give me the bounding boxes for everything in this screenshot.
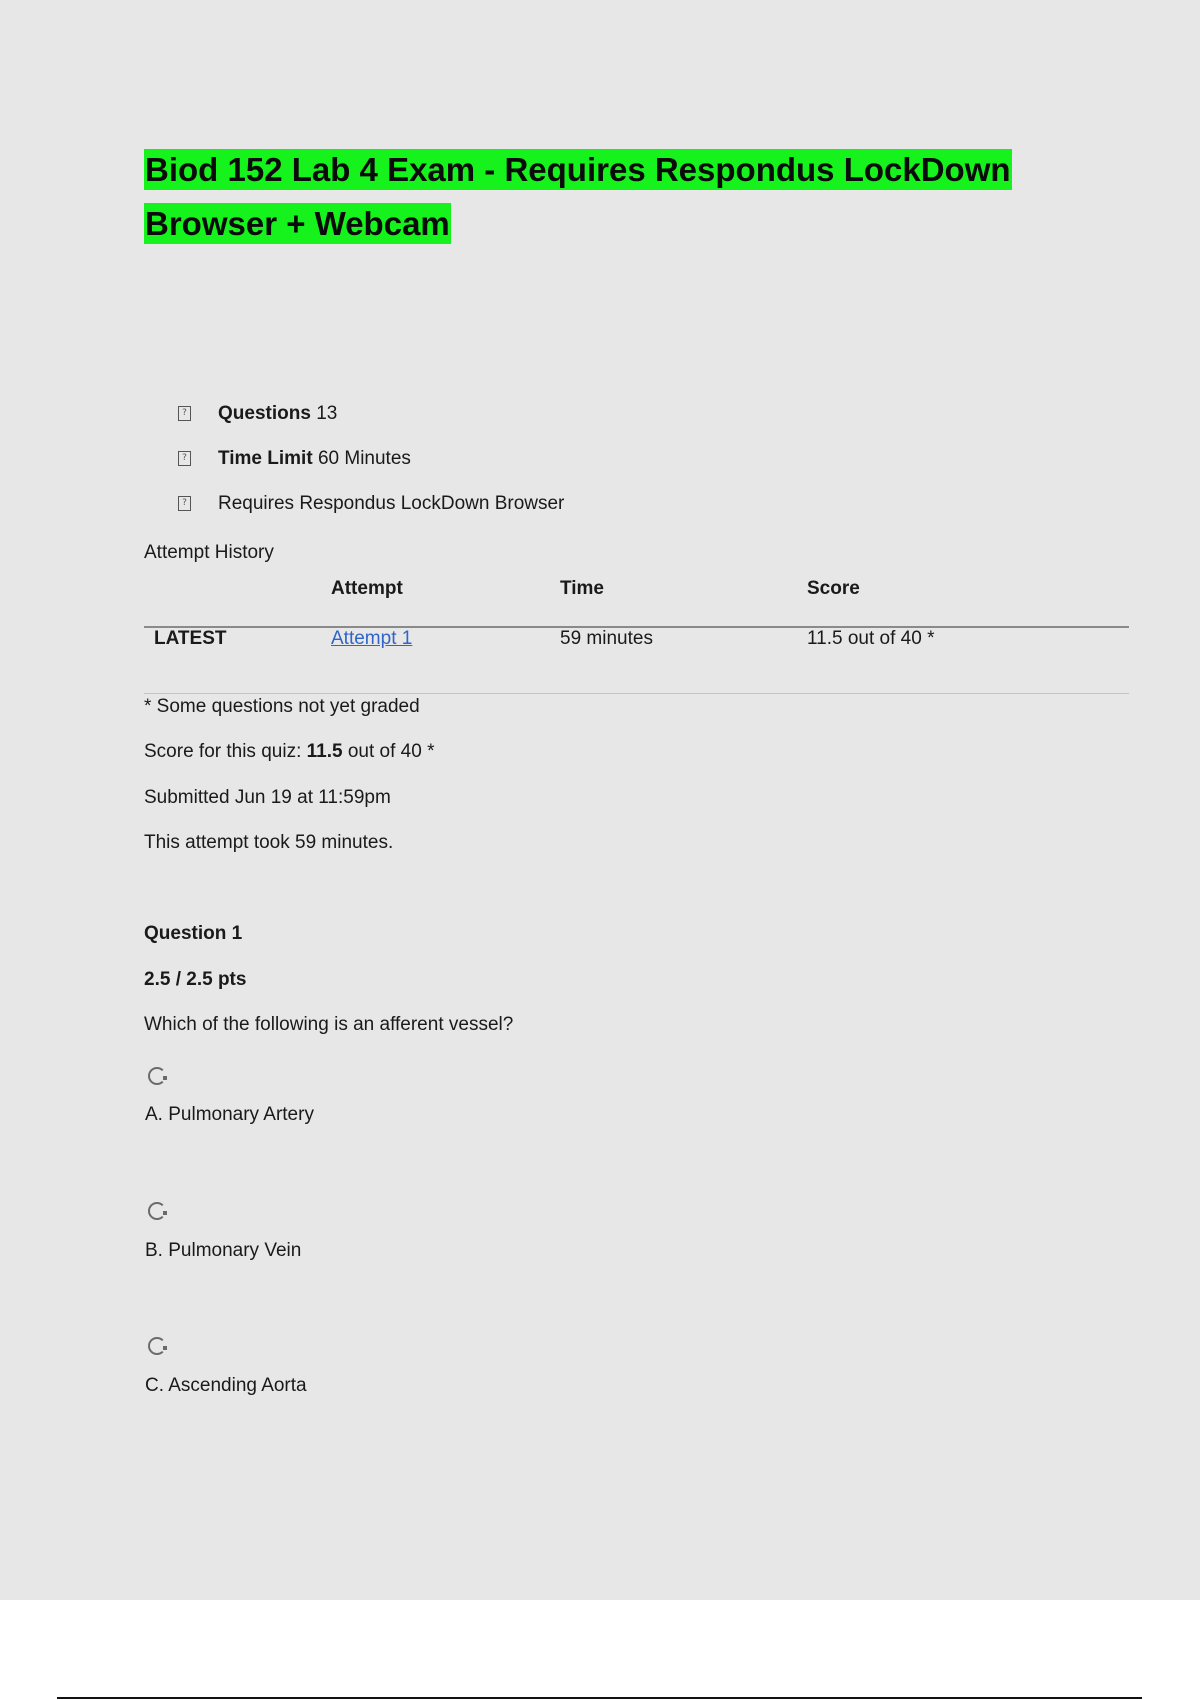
submitted-timestamp: Submitted Jun 19 at 11:59pm: [144, 787, 391, 808]
attempt-duration: This attempt took 59 minutes.: [144, 832, 394, 853]
meta-value: 60 Minutes: [317, 448, 411, 469]
radio-option-a[interactable]: [148, 1067, 166, 1085]
page-title: [144, 143, 1044, 251]
question-text: Which of the following is an afferent vessel?: [144, 1014, 514, 1035]
quiz-score-line: [144, 741, 434, 763]
question-points: 2.5 / 2.5 pts: [144, 969, 247, 990]
radio-option-c[interactable]: [148, 1337, 166, 1355]
meta-label: Time Limit: [218, 448, 313, 469]
grading-note: * Some questions not yet graded: [144, 696, 420, 717]
attempt-history-table: [144, 570, 1129, 694]
latest-badge: LATEST: [154, 628, 227, 649]
missing-glyph-icon: ?: [178, 406, 191, 421]
table-divider: [144, 693, 1129, 694]
option-c-label: C. Ascending Aorta: [145, 1375, 307, 1396]
attempt-time: 59 minutes: [560, 628, 653, 649]
attempt-history-heading: Attempt History: [144, 542, 274, 563]
question-label: Question 1: [144, 923, 243, 944]
radio-option-b[interactable]: [148, 1202, 166, 1220]
attempt-1-link[interactable]: Attempt 1: [331, 628, 413, 649]
column-header-score: Score: [807, 578, 860, 599]
meta-label: Questions: [218, 403, 311, 424]
missing-glyph-icon: ?: [178, 496, 191, 511]
column-header-time: Time: [560, 578, 605, 599]
column-header-attempt: Attempt: [331, 578, 403, 599]
option-a-label: A. Pulmonary Artery: [145, 1104, 314, 1125]
option-b-label: B. Pulmonary Vein: [145, 1240, 302, 1261]
score-suffix: out of 40 *: [347, 741, 435, 762]
meta-value: 13: [316, 403, 338, 424]
missing-glyph-icon: ?: [178, 451, 191, 466]
footer-divider: [57, 1697, 1142, 1699]
score-prefix: Score for this quiz:: [144, 741, 302, 762]
attempt-score: 11.5 out of 40 *: [807, 628, 935, 649]
meta-value: Requires Respondus LockDown Browser: [218, 493, 565, 514]
title-line-2: Browser + Webcam: [145, 205, 450, 242]
title-line-1: Biod 152 Lab 4 Exam - Requires Respondus LockDown: [145, 151, 1011, 188]
score-value: 11.5: [306, 741, 343, 762]
